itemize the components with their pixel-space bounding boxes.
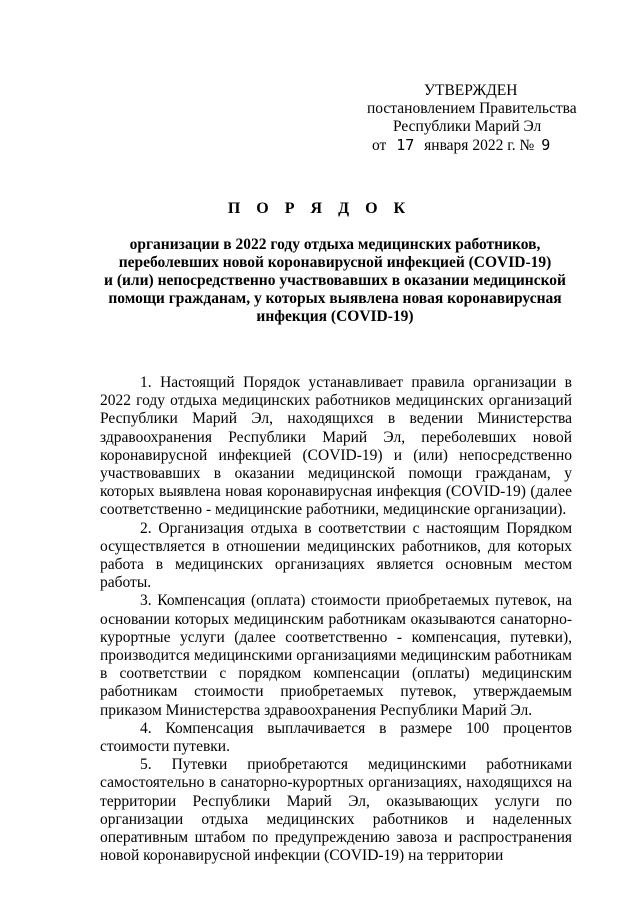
approval-day: 17: [396, 136, 415, 154]
subtitle-line-5: инфекция (COVID-19): [256, 308, 414, 325]
subtitle-line-1: организации в 2022 году отдыха медицинских работников,: [129, 236, 541, 253]
approval-heading: УТВЕРЖДЕН: [424, 82, 518, 99]
approval-line-2: Республики Марий Эл: [393, 118, 542, 135]
paragraph-1: 1. Настоящий Порядок устанавливает правила организации в 2022 году отдыха медицинских работников медицинских организаций Республики Марий Эл, находящихся в ведении Министерства здравоохранения Республики Марий Эл, переболевших новой коронавирусной инфекцией (COVID-19) и (или) непосредственно участвовавших в оказании медицинской помощи гражданам, у которых выявлена новая коронавирусная инфекция (COVID-19) (далее соответственно - медицинские работники, медицинские организации).: [100, 374, 572, 519]
approval-line-1: постановлением Правительства: [367, 100, 577, 117]
subtitle-line-3: и (или) непосредственно участвовавших в оказании медицинской: [104, 272, 566, 289]
subtitle-line-2: переболевших новой коронавирусной инфекцией (COVID-19): [118, 254, 552, 271]
approval-date-line: [372, 136, 550, 155]
approval-month-year: января 2022 г. №: [424, 137, 535, 154]
paragraph-2: 2. Организация отдыха в соответствии с настоящим Порядком осуществляется в отношении медицинских работников, для которых работа в медицинских организациях является основным местом работы.: [100, 519, 572, 592]
subtitle-line-4: помощи гражданам, у которых выявлена новая коронавирусная: [108, 290, 562, 307]
paragraph-3: 3. Компенсация (оплата) стоимости приобретаемых путевок, на основании которых медицинским работникам оказываются санаторно-курортные услуги (далее соответственно - компенсация, путевки), производится медицинскими организациями медицинским работникам в соответствии с порядком компенсации (оплаты) медицинским работникам стоимости приобретаемых путевок, утверждаемым приказом Министерства здравоохранения Республики Марий Эл.: [100, 592, 572, 719]
approval-number: 9: [541, 136, 551, 154]
document-subtitle: [100, 236, 570, 326]
document-body: [100, 374, 572, 865]
paragraph-4: 4. Компенсация выплачивается в размере 100 процентов стоимости путевки.: [100, 719, 572, 756]
approval-date-prefix: от: [372, 137, 387, 154]
document-title: П О Р Я Д О К: [227, 200, 412, 217]
paragraph-5: 5. Путевки приобретаются медицинскими работниками самостоятельно в санаторно-курортных организациях, находящихся на территории Республики Марий Эл, оказывающих услуги по организации отдыха медицинских работников и наделенных оперативным штабом по предупреждению завоза и распространения новой коронавирусной инфекции (COVID-19) на территории: [100, 756, 572, 865]
